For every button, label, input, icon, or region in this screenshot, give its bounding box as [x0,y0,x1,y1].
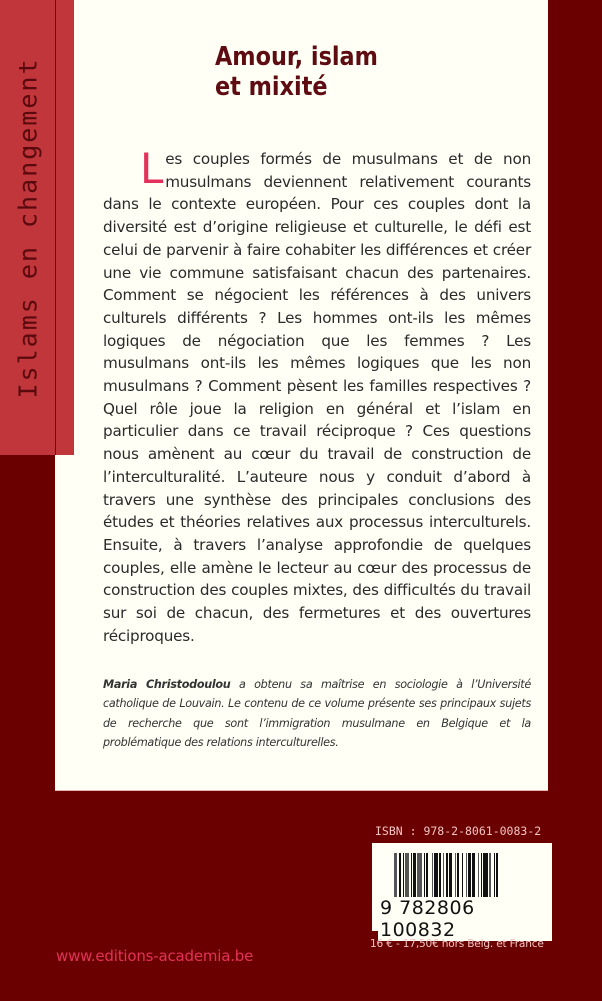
series-label-container [0,0,55,455]
price: 16 € - 17,50€ hors Belg. et France [370,938,544,950]
barcode [372,843,552,941]
book-title-line1: Amour, islam [215,42,378,72]
series-band-edge [55,0,74,455]
series-label: Islams en changement [13,56,42,399]
book-title-line2: et mixité [215,72,328,102]
drop-cap: L [140,144,164,193]
author-bio-text: a obtenu sa maîtrise en sociologie à l’Université catholique de Louvain. Le contenu de ce volume présente ses principaux sujets de recherche que sont l’immigration musulmane en Belgique et la problématique des relations interculturelles. [103,678,531,749]
blurb [103,144,531,647]
book-title [215,42,378,102]
blurb-text: es couples formés de musulmans et de non musulmans deviennent relativement courants dans le contexte européen. Pour ces couples dont la diversité est d’origine religieuse et culturelle, le défi est celui de parvenir à faire cohabiter les différences et créer une vie commune satisfaisant chacun des partenaires. Comment se négocient les références à des univers culturels différents ? Les hommes ont-ils les mêmes logiques de négociation que les femmes ? Les musulmans ont-ils les mêmes logiques que les non musulmans ? Comment pèsent les familles respectives ? Quel rôle joue la religion en général et l’islam en particulier dans ce travail réciproque ? Ces questions nous amènent au cœur du travail de construction de l’interculturalité. L’auteure nous y conduit d’abord à travers une synthèse des principales conclusions des études et théories relatives aux processus interculturels. Ensuite, à travers l’analyse approfondie de quelques couples, elle amène le lecteur au cœur des processus de construction des couples mixtes, des difficultés du travail sur soi de chacun, des fermetures et des ouvertures réciproques. [103,150,531,645]
publisher-website[interactable]: www.editions-academia.be [56,947,254,965]
author-bio [103,675,531,752]
isbn-label: ISBN : 978-2-8061-0083-2 [375,824,542,838]
barcode-digits: 9 782806 100832 [378,897,552,941]
author-name: Maria Christodoulou [103,678,231,691]
